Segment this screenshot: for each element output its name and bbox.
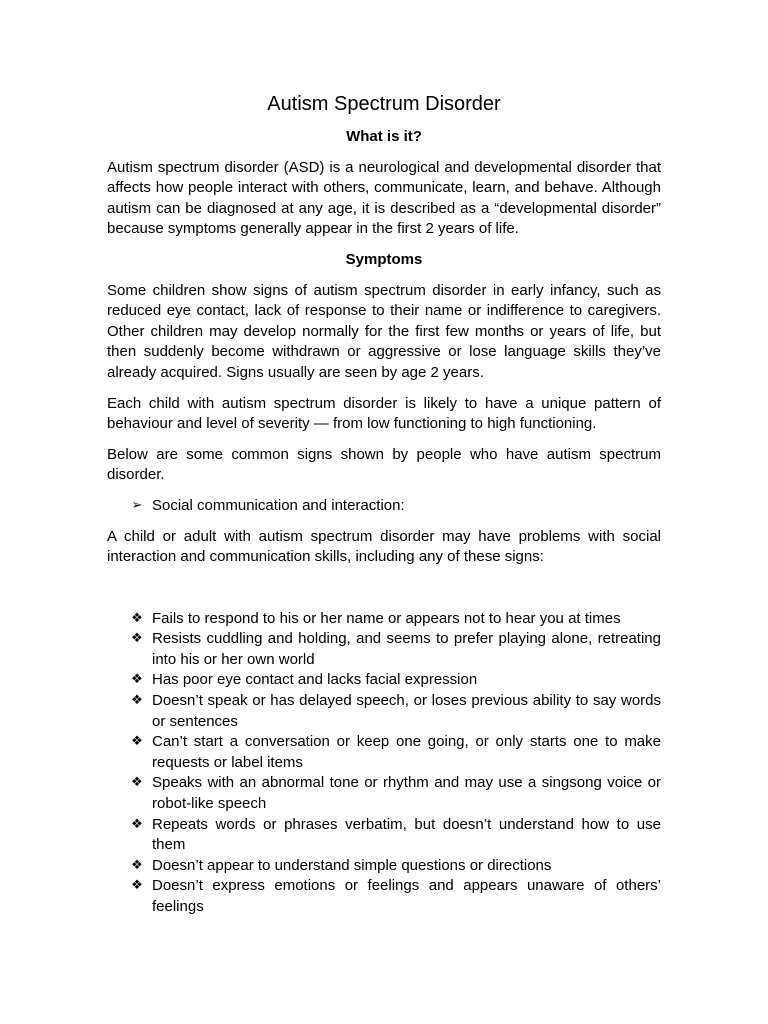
sign-text: Doesn’t appear to understand simple questions or directions <box>152 856 552 874</box>
document-page <box>107 90 661 918</box>
subheading-list <box>107 496 661 517</box>
sign-text: Doesn’t speak or has delayed speech, or loses previous ability to say words or sentences <box>152 692 661 730</box>
list-item <box>107 773 661 814</box>
sign-text: Repeats words or phrases verbatim, but doesn’t understand how to use them <box>152 815 661 854</box>
signs-list <box>107 609 661 918</box>
list-item <box>107 629 661 670</box>
four-diamond-bullet-icon: ❖ <box>131 775 143 791</box>
sign-text: Resists cuddling and holding, and seems to prefer playing alone, retreating into his or her own world <box>152 630 661 668</box>
four-diamond-bullet-icon: ❖ <box>131 610 143 626</box>
symptoms-paragraph-3: Below are some common signs shown by people who have autism spectrum disorder. <box>107 445 661 484</box>
subheading-item-text: Social communication and interaction: <box>152 496 405 514</box>
four-diamond-bullet-icon: ❖ <box>131 631 143 647</box>
list-item <box>107 732 661 773</box>
list-item <box>107 496 661 517</box>
symptoms-paragraph-2: Each child with autism spectrum disorder is likely to have a unique pattern of behaviour and level of severity — from low functioning to high functioning. <box>107 394 661 433</box>
symptoms-paragraph-1: Some children show signs of autism spectrum disorder in early infancy, such as reduced eye contact, lack of response to their name or indifference to caregivers. Other children may develop normally for the first few months or years of life, but then suddenly become withdrawn or aggressive or lose language skills they’ve already acquired. Signs usually are seen by age 2 years. <box>107 281 661 381</box>
sign-text: Doesn’t express emotions or feelings and appears unaware of others’ feelings <box>152 877 661 915</box>
sign-text: Fails to respond to his or her name or appears not to hear you at times <box>152 609 621 627</box>
four-diamond-bullet-icon: ❖ <box>131 816 143 832</box>
four-diamond-bullet-icon: ❖ <box>131 878 143 894</box>
sign-text: Has poor eye contact and lacks facial expression <box>152 671 478 689</box>
list-item <box>107 609 661 630</box>
list-item <box>107 856 661 877</box>
what-is-it-heading: What is it? <box>346 128 422 145</box>
list-item <box>107 876 661 917</box>
list-item <box>107 691 661 732</box>
document-title: Autism Spectrum Disorder <box>267 93 501 115</box>
four-diamond-bullet-icon: ❖ <box>131 693 143 709</box>
four-diamond-bullet-icon: ❖ <box>131 857 143 873</box>
sign-text: Speaks with an abnormal tone or rhythm and may use a singsong voice or robot-like speech <box>152 774 661 813</box>
list-item <box>107 815 661 856</box>
what-is-it-paragraph: Autism spectrum disorder (ASD) is a neurological and developmental disorder that affects how people interact with others, communicate, learn, and behave. Although autism can be diagnosed at any age, it is described as a “developmental disorder” because symptoms generally appear in the first 2 years of life. <box>107 158 661 238</box>
four-diamond-bullet-icon: ❖ <box>131 672 143 688</box>
four-diamond-bullet-icon: ❖ <box>131 734 143 750</box>
list-item <box>107 670 661 691</box>
sign-text: Can’t start a conversation or keep one going, or only starts one to make requests or label items <box>152 733 661 771</box>
symptoms-heading: Symptoms <box>345 250 423 268</box>
social-communication-paragraph: A child or adult with autism spectrum disorder may have problems with social interaction and communication skills, including any of these signs: <box>107 527 661 566</box>
arrowhead-bullet-icon: ➢ <box>131 497 143 513</box>
